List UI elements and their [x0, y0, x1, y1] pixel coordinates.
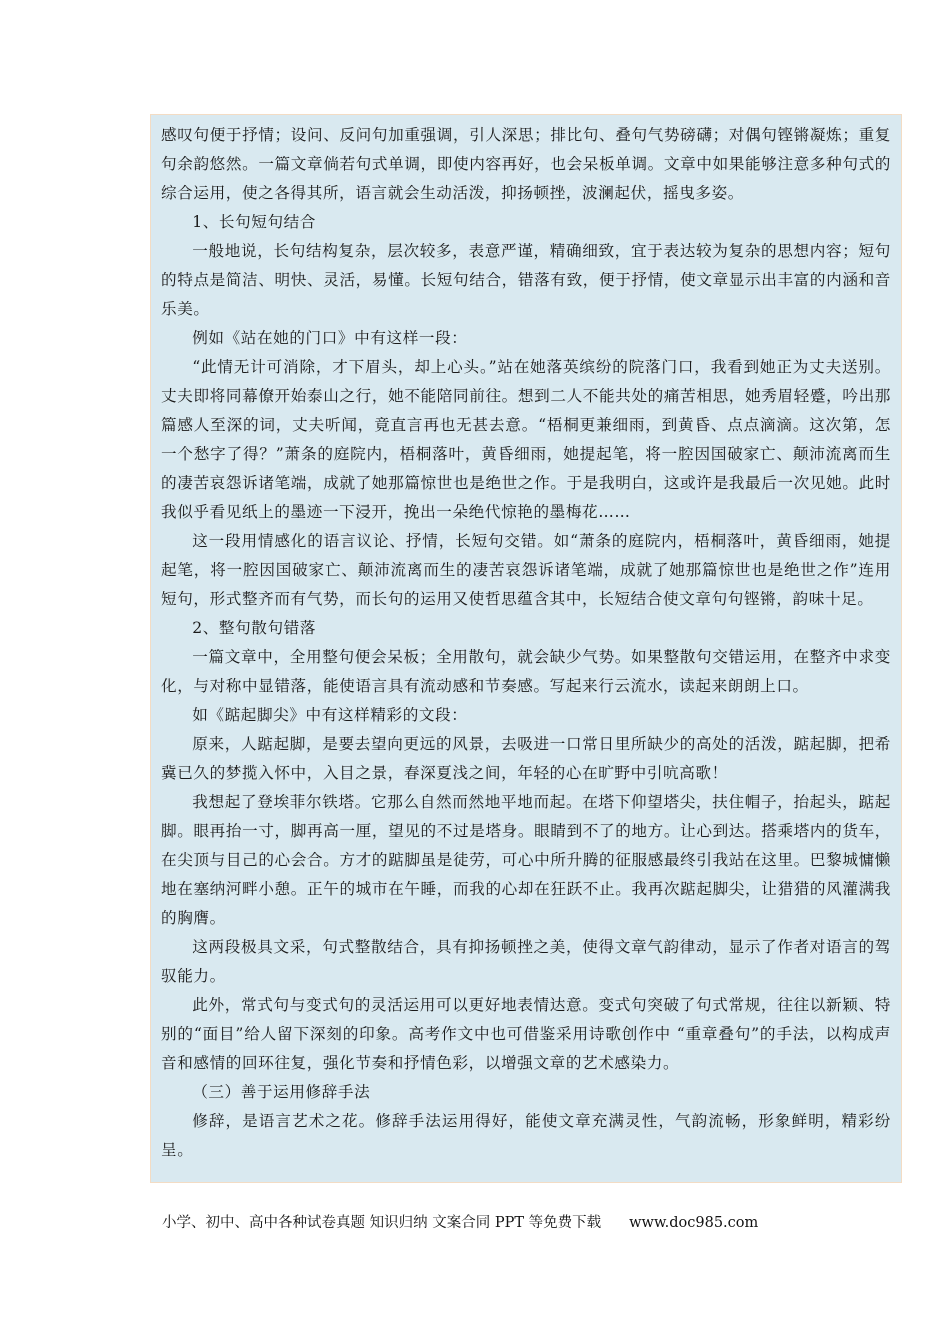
paragraph-2: 一般地说，长句结构复杂，层次较多，表意严谨，精确细致，宜于表达较为复杂的思想内容；短句的特点是简洁、明快、灵活，易懂。长短句结合，错落有致，便于抒情，使文章显示出丰富的内涵和音乐美。 — [161, 242, 891, 318]
paragraph-9: 修辞，是语言艺术之花。修辞手法运用得好，能使文章充满灵性，气韵流畅，形象鲜明，精彩纷呈。 — [161, 1112, 891, 1159]
quoted-passage-1: “此情无计可消除，才下眉头，却上心头。”站在她落英缤纷的院落门口，我看到她正为丈夫送别。丈夫即将同幕僚开始泰山之行，她不能陪同前往。想到二人不能共处的痛苦相思，她秀眉轻蹙，吟出那篇感人至深的词，丈夫听闻，竟直言再也无甚去意。“梧桐更兼细雨，到黄昏、点点滴滴。这次第，怎一个愁字了得？”萧条的庭院内，梧桐落叶，黄昏细雨，她提起笔，将一腔因国破家亡、颠沛流离而生的凄苦哀怨诉诸笔端，成就了她那篇惊世也是绝世之作。于是我明白，这或许是我最后一次见她。此时我似乎看见纸上的墨迹一下浸开，挽出一朵绝代惊艳的墨梅花…… — [161, 358, 891, 521]
paragraph-4: 这一段用情感化的语言议论、抒情，长短句交错。如“萧条的庭院内，梧桐落叶，黄昏细雨，她提起笔，将一腔因国破家亡、颠沛流离而生的凄苦哀怨诉诸笔端，成就了她那篇惊世也是绝世之作”连用短句，形式整齐而有气势，而长句的运用又使哲思蕴含其中，长短结合使文章句句铿锵，韵味十足。 — [161, 532, 891, 608]
footer-site-link[interactable]: www.doc985.com — [629, 1215, 759, 1231]
section-heading-long-short-sentences: 1、长句短句结合 — [192, 213, 317, 231]
paragraph-8: 此外，常式句与变式句的灵活运用可以更好地表情达意。变式句突破了句式常规，往往以新颖、特别的“面目”给人留下深刻的印象。高考作文中也可借鉴采用诗歌创作中 “重章叠句”的手法，以构成声音和感情的回环往复，强化节奏和抒情色彩，以增强文章的艺术感染力。 — [161, 996, 891, 1072]
paragraph-7: 这两段极具文采，句式整散结合，具有抑扬顿挫之美，使得文章气韵律动，显示了作者对语言的驾驭能力。 — [161, 938, 891, 985]
paragraph-6: 如《踮起脚尖》中有这样精彩的文段： — [192, 706, 468, 724]
article-content-box — [150, 114, 902, 1183]
page-footer — [162, 1212, 862, 1234]
section-heading-rhetoric: （三）善于运用修辞手法 — [192, 1083, 371, 1101]
section-heading-regular-loose-sentences: 2、整句散句错落 — [192, 619, 317, 637]
footer-download-text: 小学、初中、高中各种试卷真题 知识归纳 文案合同 PPT 等免费下载 — [162, 1215, 602, 1231]
paragraph-3: 例如《站在她的门口》中有这样一段： — [192, 329, 468, 347]
quoted-passage-2: 原来，人踮起脚，是要去望向更远的风景，去吸进一口常日里所缺少的高处的活泼，踮起脚，把希冀已久的梦揽入怀中，入目之景，春深夏浅之间，年轻的心在旷野中引吭高歌！ — [161, 735, 891, 782]
paragraph-1: 感叹句便于抒情；设问、反问句加重强调，引人深思；排比句、叠句气势磅礴；对偶句铿锵凝炼；重复句余韵悠然。一篇文章倘若句式单调，即使内容再好，也会呆板单调。文章中如果能够注意多种句式的综合运用，使之各得其所，语言就会生动活泼，抑扬顿挫，波澜起伏，摇曳多姿。 — [161, 126, 891, 202]
quoted-passage-3: 我想起了登埃菲尔铁塔。它那么自然而然地平地而起。在塔下仰望塔尖，扶住帽子，抬起头，踮起脚。眼再抬一寸，脚再高一厘，望见的不过是塔身。眼睛到不了的地方。让心到达。搭乘塔内的货车，在尖顶与目己的心会合。方才的踮脚虽是徒劳，可心中所升腾的征服感最终引我站在这里。巴黎城慵懒地在塞纳河畔小憩。正午的城市在午睡，而我的心却在狂跃不止。我再次踮起脚尖，让猎猎的风灌满我的胸膺。 — [161, 793, 891, 927]
paragraph-5: 一篇文章中，全用整句便会呆板；全用散句，就会缺少气势。如果整散句交错运用，在整齐中求变化，与对称中显错落，能使语言具有流动感和节奏感。写起来行云流水，读起来朗朗上口。 — [161, 648, 891, 695]
